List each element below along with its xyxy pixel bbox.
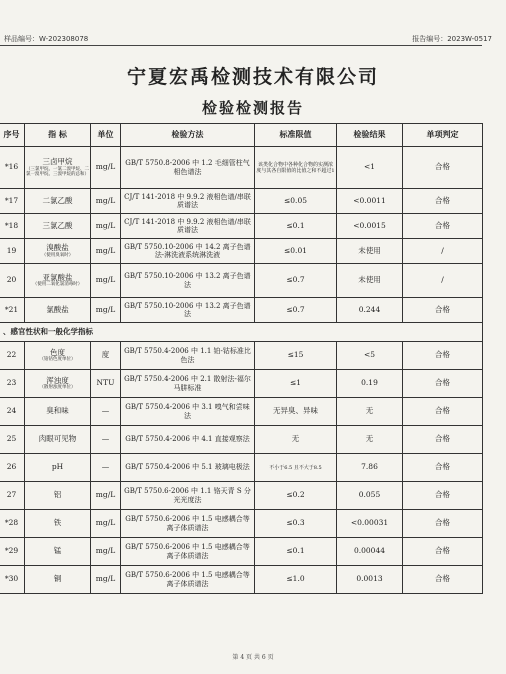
cell-verdict: / — [403, 264, 483, 298]
cell-result: <0.0015 — [337, 214, 403, 239]
cell-limit: ≤0.1 — [255, 214, 337, 239]
cell-indicator — [25, 510, 91, 538]
cell-unit: mg/L — [91, 510, 121, 538]
table-row — [0, 538, 483, 566]
cell-limit: 无 — [255, 426, 337, 454]
cell-verdict: 合格 — [403, 298, 483, 323]
indicator-note: （三氯甲烷、一氯二溴甲烷、二氯一溴甲烷、三溴甲烷的总和） — [26, 166, 89, 177]
cell-result: 0.055 — [337, 482, 403, 510]
cell-method: GB/T 5750.10-2006 中 14.2 离子色谱法-淋洗液系统淋洗液 — [121, 239, 255, 264]
cell-no: *16 — [0, 147, 25, 189]
cell-no: 27 — [0, 482, 25, 510]
section-title: 、感官性状和一般化学指标 — [0, 323, 483, 342]
cell-unit: mg/L — [91, 189, 121, 214]
table-row — [0, 189, 483, 214]
cell-result: <0.00031 — [337, 510, 403, 538]
cell-unit: mg/L — [91, 214, 121, 239]
cell-limit: ≤0.7 — [255, 298, 337, 323]
cell-verdict: 合格 — [403, 147, 483, 189]
cell-method: GB/T 5750.6-2006 中 1.1 铬天青 S 分光光度法 — [121, 482, 255, 510]
cell-limit: ≤0.2 — [255, 482, 337, 510]
cell-method: GB/T 5750.4-2006 中 1.1 铂-钴标准比色法 — [121, 342, 255, 370]
cell-verdict: 合格 — [403, 510, 483, 538]
table-body-a — [0, 147, 483, 323]
indicator-name: 锰 — [53, 546, 62, 556]
indicator-name: 浑浊度 — [46, 375, 69, 385]
table-row — [0, 147, 483, 189]
table-header-row — [0, 124, 483, 147]
table-row — [0, 342, 483, 370]
cell-method: GB/T 5750.6-2006 中 1.5 电感耦合等离子体质谱法 — [121, 538, 255, 566]
report-number: 报告编号：2023W-0517 — [412, 35, 492, 43]
table-row — [0, 298, 483, 323]
sample-number: 样品编号：W-202308078 — [4, 35, 89, 43]
indicator-name: 三卤甲烷 — [42, 157, 73, 167]
cell-no: *18 — [0, 214, 25, 239]
indicator-name: 铁 — [53, 518, 62, 528]
indicator-note: （铂钴色度单位） — [39, 357, 76, 363]
indicator-name: 二氯乙酸 — [42, 195, 73, 205]
cell-result: <1 — [337, 147, 403, 189]
table-row — [0, 482, 483, 510]
cell-result: 0.244 — [337, 298, 403, 323]
cell-verdict: 合格 — [403, 566, 483, 594]
cell-limit: ≤15 — [255, 342, 337, 370]
cell-result: <5 — [337, 342, 403, 370]
cell-no: 20 — [0, 264, 25, 298]
cell-indicator — [25, 566, 91, 594]
cell-verdict: 合格 — [403, 538, 483, 566]
header-divider — [0, 45, 482, 46]
cell-limit: ≤0.7 — [255, 264, 337, 298]
cell-limit: 无异臭、异味 — [255, 398, 337, 426]
cell-unit: — — [91, 426, 121, 454]
indicator-note: （散射浊度单位） — [39, 385, 76, 391]
cell-method: GB/T 5750.8-2006 中 1.2 毛细管柱气相色谱法 — [121, 147, 255, 189]
cell-verdict: 合格 — [403, 426, 483, 454]
cell-no: *29 — [0, 538, 25, 566]
col-result: 检验结果 — [337, 124, 403, 147]
cell-no: *28 — [0, 510, 25, 538]
cell-indicator — [25, 264, 91, 298]
cell-no: 25 — [0, 426, 25, 454]
table-row — [0, 566, 483, 594]
cell-method: GB/T 5750.4-2006 中 2.1 散射法-福尔马肼标准 — [121, 370, 255, 398]
cell-result: 0.19 — [337, 370, 403, 398]
table-row — [0, 239, 483, 264]
cell-unit: mg/L — [91, 566, 121, 594]
table-body-b — [0, 342, 483, 594]
cell-indicator — [25, 342, 91, 370]
cell-unit: mg/L — [91, 264, 121, 298]
cell-unit: — — [91, 454, 121, 482]
indicator-name: 色度 — [50, 347, 65, 357]
col-indicator: 指 标 — [25, 124, 91, 147]
col-limit: 标准限值 — [255, 124, 337, 147]
cell-result: 0.00044 — [337, 538, 403, 566]
cell-indicator — [25, 426, 91, 454]
cell-indicator — [25, 298, 91, 323]
report-title: 检验检测报告 — [201, 99, 304, 117]
cell-limit: ≤0.05 — [255, 189, 337, 214]
cell-result: 无 — [337, 398, 403, 426]
cell-limit: ≤0.1 — [255, 538, 337, 566]
cell-limit: ≤1 — [255, 370, 337, 398]
cell-limit: ≤0.01 — [255, 239, 337, 264]
cell-no: 24 — [0, 398, 25, 426]
cell-unit: mg/L — [91, 239, 121, 264]
indicator-note: （使用二氧化氯消毒时） — [32, 282, 83, 288]
indicator-name: 氯酸盐 — [46, 304, 69, 314]
cell-verdict: 合格 — [403, 370, 483, 398]
cell-method: GB/T 5750.6-2006 中 1.5 电感耦合等离子体质谱法 — [121, 510, 255, 538]
table-row — [0, 370, 483, 398]
cell-limit: 该类化合物中各种化合物的实测浓度与其各自限值的比值之和不超过1 — [255, 147, 337, 189]
cell-no: *21 — [0, 298, 25, 323]
cell-no: *17 — [0, 189, 25, 214]
table-row — [0, 426, 483, 454]
cell-indicator — [25, 482, 91, 510]
col-unit: 单位 — [91, 124, 121, 147]
cell-method: GB/T 5750.6-2006 中 1.5 电感耦合等离子体质谱法 — [121, 566, 255, 594]
cell-result: 无 — [337, 426, 403, 454]
cell-indicator — [25, 239, 91, 264]
cell-unit: mg/L — [91, 298, 121, 323]
cell-unit: 度 — [91, 342, 121, 370]
cell-verdict: 合格 — [403, 482, 483, 510]
cell-method: GB/T 5750.4-2006 中 5.1 玻璃电极法 — [121, 454, 255, 482]
cell-indicator — [25, 398, 91, 426]
cell-indicator — [25, 454, 91, 482]
indicator-name: 铝 — [53, 490, 62, 500]
cell-method: CJ/T 141-2018 中 9.9.2 液相色谱/串联质谱法 — [121, 214, 255, 239]
table-section — [0, 323, 483, 342]
cell-indicator — [25, 370, 91, 398]
cell-verdict: 合格 — [403, 342, 483, 370]
cell-no: 19 — [0, 239, 25, 264]
cell-verdict: / — [403, 239, 483, 264]
results-table — [0, 123, 483, 594]
table-row — [0, 398, 483, 426]
cell-result: 0.0013 — [337, 566, 403, 594]
table-row — [0, 214, 483, 239]
cell-method: GB/T 5750.10-2006 中 13.2 离子色谱法 — [121, 298, 255, 323]
col-method: 检验方法 — [121, 124, 255, 147]
cell-method: GB/T 5750.10-2006 中 13.2 离子色谱法 — [121, 264, 255, 298]
cell-result: 未使用 — [337, 239, 403, 264]
cell-limit: ≤1.0 — [255, 566, 337, 594]
cell-unit: NTU — [91, 370, 121, 398]
indicator-name: 三氯乙酸 — [42, 220, 73, 230]
cell-verdict: 合格 — [403, 214, 483, 239]
cell-result: <0.0011 — [337, 189, 403, 214]
indicator-name: 臭和味 — [46, 406, 69, 416]
cell-indicator — [25, 147, 91, 189]
cell-verdict: 合格 — [403, 189, 483, 214]
table-row — [0, 510, 483, 538]
cell-method: GB/T 5750.4-2006 中 3.1 嗅气和尝味法 — [121, 398, 255, 426]
cell-no: *30 — [0, 566, 25, 594]
cell-indicator — [25, 189, 91, 214]
indicator-name: 铜 — [53, 574, 62, 584]
cell-no: 22 — [0, 342, 25, 370]
cell-no: 26 — [0, 454, 25, 482]
indicator-note: （使用臭氧时） — [41, 252, 74, 258]
table-row — [0, 454, 483, 482]
cell-result: 未使用 — [337, 264, 403, 298]
indicator-name: 溴酸盐 — [46, 243, 69, 253]
page-number: 第 4 页 共 6 页 — [232, 654, 274, 661]
indicator-name: pH — [51, 462, 64, 472]
table-row — [0, 264, 483, 298]
cell-limit: 不小于6.5 且不大于8.5 — [255, 454, 337, 482]
col-verdict: 单项判定 — [403, 124, 483, 147]
cell-unit: mg/L — [91, 538, 121, 566]
cell-unit: mg/L — [91, 147, 121, 189]
cell-no: 23 — [0, 370, 25, 398]
cell-method: CJ/T 141-2018 中 9.9.2 液相色谱/串联质谱法 — [121, 189, 255, 214]
indicator-name: 亚氯酸盐 — [42, 272, 73, 282]
col-no: 序号 — [0, 124, 25, 147]
cell-verdict: 合格 — [403, 398, 483, 426]
cell-limit: ≤0.3 — [255, 510, 337, 538]
cell-indicator — [25, 214, 91, 239]
cell-indicator — [25, 538, 91, 566]
cell-unit: mg/L — [91, 482, 121, 510]
cell-verdict: 合格 — [403, 454, 483, 482]
company-name: 宁夏宏禹检测技术有限公司 — [126, 66, 379, 88]
cell-method: GB/T 5750.4-2006 中 4.1 直接观察法 — [121, 426, 255, 454]
indicator-name: 肉眼可见物 — [38, 434, 77, 444]
cell-result: 7.86 — [337, 454, 403, 482]
cell-unit: — — [91, 398, 121, 426]
section-row — [0, 323, 483, 342]
